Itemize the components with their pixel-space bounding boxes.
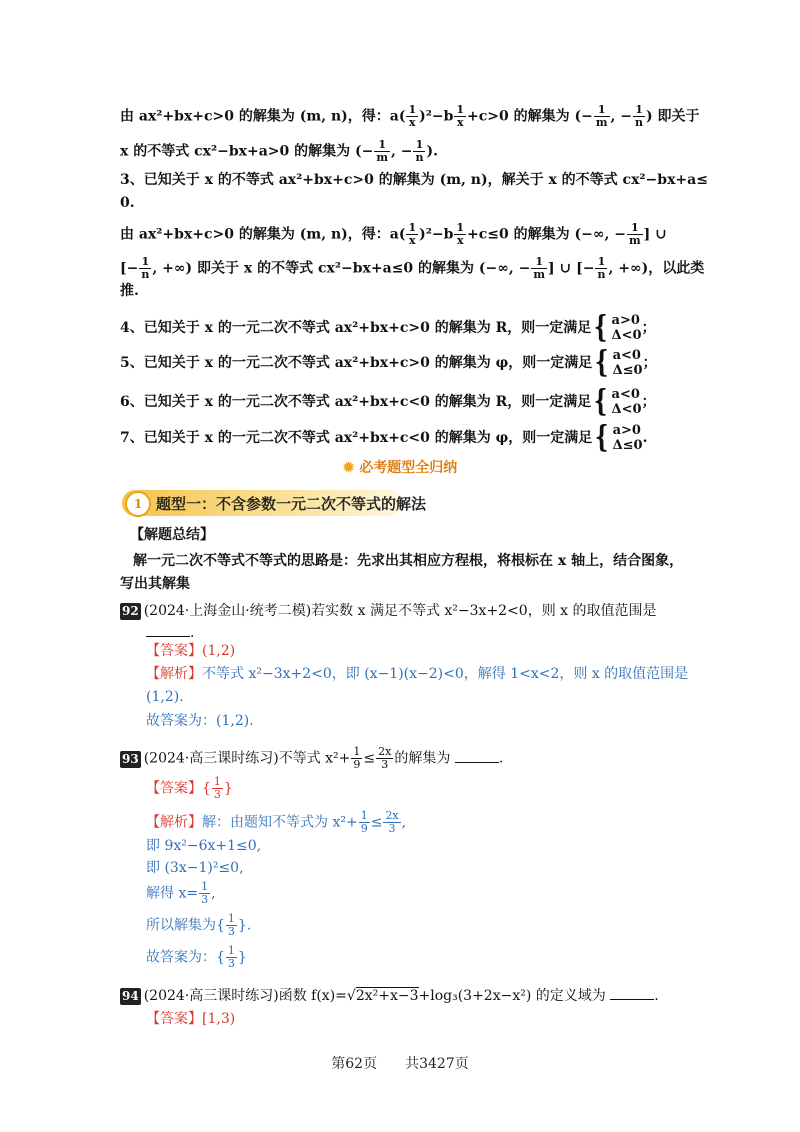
text: ²−b bbox=[425, 226, 454, 243]
fraction: $\frac{1}{9}$ bbox=[360, 809, 368, 835]
answer-blank: . bbox=[146, 622, 194, 643]
intro-line-1: 由 ax²+bx+c>0 的解集为 (m, n)，得：a( $\frac{1}{x}$ )²−b $\frac{1}{x}$ +c>0 的解集为 (− $\frac{1}{m}$ , − $\frac{1}{n}$ ) 即关于 bbox=[120, 103, 700, 129]
fraction: $\frac{1}{x}$ bbox=[456, 221, 465, 247]
text: 4、已知关于 x 的一元二次不等式 ax²+bx+c>0 的解集为 R，则一定满足 bbox=[120, 320, 592, 336]
summary-label: 【解题总结】 bbox=[130, 527, 214, 543]
fraction: $\frac{2x}{3}$ bbox=[378, 745, 392, 771]
analysis-label: 【解析】 bbox=[146, 814, 202, 831]
item-4: 4、已知关于 x 的一元二次不等式 ax²+bx+c>0 的解集为 R，则一定满足{ a>0 Δ<0 ； bbox=[120, 310, 656, 345]
text: [− bbox=[120, 260, 139, 277]
item-3-line-5: 推. bbox=[120, 283, 139, 299]
text: +c>0 的解集为 bbox=[467, 108, 570, 125]
q94-answer bbox=[146, 1009, 235, 1029]
q93-analysis-2: 即 9x²−6x+1≤0, bbox=[146, 838, 262, 854]
fraction: $\frac{1}{x}$ bbox=[408, 103, 417, 129]
fraction: $\frac{1}{m}$ bbox=[595, 103, 608, 129]
text: , +∞) 即关于 x 的不等式 cx²−bx+a≤0 的解集为 (−∞, − bbox=[152, 260, 531, 277]
text: ] ∪ bbox=[643, 226, 667, 243]
q93-analysis-5: 所以解集为{ $\frac{1}{3}$ }. bbox=[146, 912, 252, 938]
fraction: $\frac{1}{n}$ bbox=[635, 103, 644, 129]
brace: { bbox=[594, 310, 608, 345]
text: ≤ bbox=[363, 750, 376, 767]
text: x 的不等式 cx²−bx+a>0 的解集为 bbox=[120, 143, 351, 160]
text: 由 ax²+bx+c>0 的解集为 (m, n)，得：a bbox=[120, 226, 399, 243]
text: 不等式 x²−3x+2<0，即 (x−1)(x−2)<0，解得 1<x<2，则 x 的取值范围是 bbox=[202, 666, 689, 682]
fraction: $\frac{1}{9}$ bbox=[353, 745, 361, 771]
fraction: $\frac{1}{3}$ bbox=[227, 912, 235, 938]
fraction: $\frac{1}{3}$ bbox=[227, 944, 235, 970]
answer-value: [1,3) bbox=[202, 1011, 236, 1027]
text: ] ∪ [− bbox=[548, 260, 595, 277]
answer-value: (1,2) bbox=[202, 643, 236, 659]
summary-line-2: 写出其解集 bbox=[120, 576, 190, 592]
summary-line-1: 解一元二次不等式不等式的思路是：先求出其相应方程根，将根标在 x 轴上，结合图象， bbox=[133, 553, 684, 569]
text: 7、已知关于 x 的一元二次不等式 ax²+bx+c<0 的解集为 φ，则一定满足 bbox=[120, 430, 593, 446]
section-title: 题型一：不含参数一元二次不等式的解法 bbox=[156, 495, 427, 513]
cases: a>0 Δ≤0 bbox=[612, 423, 643, 453]
fraction: $\frac{1}{x}$ bbox=[456, 103, 465, 129]
text: +log₃(3+2x−x²) 的定义域为 bbox=[418, 988, 606, 1004]
item-3-line-2: 0. bbox=[120, 195, 135, 211]
fraction: $\frac{1}{m}$ bbox=[629, 221, 641, 247]
text: 6、已知关于 x 的一元二次不等式 ax²+bx+c<0 的解集为 R，则一定满足 bbox=[120, 394, 592, 410]
text: 即关于 bbox=[657, 108, 700, 125]
question-92 bbox=[120, 601, 657, 621]
question-number: 93 bbox=[122, 751, 139, 766]
brace: { bbox=[595, 420, 609, 455]
fraction: $\frac{1}{3}$ bbox=[213, 775, 221, 801]
q93-answer: 【答案】{ $\frac{1}{3}$ } bbox=[146, 775, 233, 801]
fraction: $\frac{1}{n}$ bbox=[415, 138, 424, 164]
q92-analysis-2: (1,2). bbox=[146, 689, 184, 705]
q92-analysis-1 bbox=[146, 664, 688, 684]
sun-icon: ✹ bbox=[342, 460, 355, 476]
fraction: $\frac{1}{m}$ bbox=[376, 138, 388, 164]
heading-text: 必考题型全归纳 bbox=[359, 460, 458, 476]
text: 解得 x= bbox=[146, 885, 199, 902]
answer-label: 【答案】 bbox=[146, 1011, 202, 1027]
fraction: $\frac{1}{3}$ bbox=[201, 880, 209, 906]
sqrt-expression: 2x²+x−3 bbox=[355, 988, 419, 1004]
cases: a<0 Δ<0 bbox=[611, 387, 642, 417]
item-6: 6、已知关于 x 的一元二次不等式 ax²+bx+c<0 的解集为 R，则一定满足{ a<0 Δ<0 ； bbox=[120, 384, 656, 419]
text: 所以解集为 bbox=[146, 917, 216, 934]
item-3-line-3: 由 ax²+bx+c>0 的解集为 (m, n)，得：a( $\frac{1}{x}$ )²−b $\frac{1}{x}$ +c≤0 的解集为 (−∞, − $\frac{1}{m}$ ] ∪ bbox=[120, 221, 667, 247]
q93-analysis-1: 【解析】解：由题知不等式为 x²+ $\frac{1}{9}$ ≤ $\frac{2x}{3}$ , bbox=[146, 809, 407, 835]
item-3-line-1: 3、已知关于 x 的不等式 ax²+bx+c>0 的解集为 (m, n)，解关于 x 的不等式 cx²−bx+a≤ bbox=[120, 172, 708, 188]
brace: { bbox=[595, 345, 609, 380]
answer-label: 【答案】 bbox=[146, 643, 202, 659]
text: 5、已知关于 x 的一元二次不等式 ax²+bx+c>0 的解集为 φ，则一定满足 bbox=[120, 355, 593, 371]
q92-analysis-3: 故答案为：(1,2). bbox=[146, 713, 254, 729]
text: ²−b bbox=[425, 108, 454, 125]
text: , +∞)，以此类 bbox=[608, 260, 705, 277]
question-number: 92 bbox=[122, 604, 139, 618]
item-5: 5、已知关于 x 的一元二次不等式 ax²+bx+c>0 的解集为 φ，则一定满足{ a<0 Δ≤0 ； bbox=[120, 345, 657, 380]
fraction: $\frac{1}{x}$ bbox=[408, 221, 417, 247]
question-94: 94 (2024·高三课时练习)函数 f(x)=√2x²+x−3+log₃(3+2x−x²) 的定义域为 . bbox=[120, 985, 659, 1006]
fraction: $\frac{1}{m}$ bbox=[533, 255, 545, 281]
fraction: $\frac{1}{n}$ bbox=[597, 255, 606, 281]
q92-answer bbox=[146, 641, 235, 661]
text: 解：由题知不等式为 x²+ bbox=[202, 814, 358, 831]
page-footer: 第62页 共3427页 bbox=[331, 1056, 469, 1072]
analysis-label: 【解析】 bbox=[146, 666, 202, 682]
question-93: 93 (2024·高三课时练习)不等式 x²+ $\frac{1}{9}$ ≤ $\frac{2x}{3}$ 的解集为 . bbox=[122, 745, 504, 771]
text: +c≤0 的解集为 (−∞, − bbox=[467, 226, 627, 243]
text: 故答案为： bbox=[146, 949, 216, 966]
section-heading bbox=[0, 457, 800, 477]
section-number-badge: 1 bbox=[125, 491, 151, 517]
answer-blank bbox=[610, 985, 654, 1000]
question-stem: (2024·上海金山·统考二模)若实数 x 满足不等式 x²−3x+2<0，则 x 的取值范围是 bbox=[143, 603, 657, 619]
cases: a>0 Δ<0 bbox=[611, 313, 642, 343]
text: 由 ax²+bx+c>0 的解集为 (m, n)，得：a bbox=[120, 108, 399, 125]
text: (2024·高三课时练习)不等式 x²+ bbox=[143, 750, 351, 767]
fraction: $\frac{1}{n}$ bbox=[141, 255, 150, 281]
brace: { bbox=[594, 384, 608, 419]
q93-analysis-3: 即 (3x−1)²≤0, bbox=[146, 860, 244, 876]
question-number: 94 bbox=[122, 989, 139, 1003]
item-3-line-4 bbox=[120, 256, 704, 281]
q93-analysis-6: 故答案为：{ $\frac{1}{3}$ } bbox=[146, 944, 247, 970]
intro-line-2: x 的不等式 cx²−bx+a>0 的解集为 (− $\frac{1}{m}$ , − $\frac{1}{n}$ ). bbox=[120, 138, 438, 164]
answer-blank bbox=[455, 748, 499, 763]
text: 的解集为 bbox=[394, 750, 451, 767]
q93-analysis-4: 解得 x= $\frac{1}{3}$ , bbox=[146, 880, 216, 906]
cases: a<0 Δ≤0 bbox=[612, 348, 643, 378]
fraction: $\frac{2x}{3}$ bbox=[385, 809, 399, 835]
text: (2024·高三课时练习)函数 f(x)= bbox=[143, 988, 347, 1004]
answer-label: 【答案】 bbox=[146, 780, 202, 797]
item-7: 7、已知关于 x 的一元二次不等式 ax²+bx+c<0 的解集为 φ，则一定满足{ a>0 Δ≤0 . bbox=[120, 420, 648, 455]
